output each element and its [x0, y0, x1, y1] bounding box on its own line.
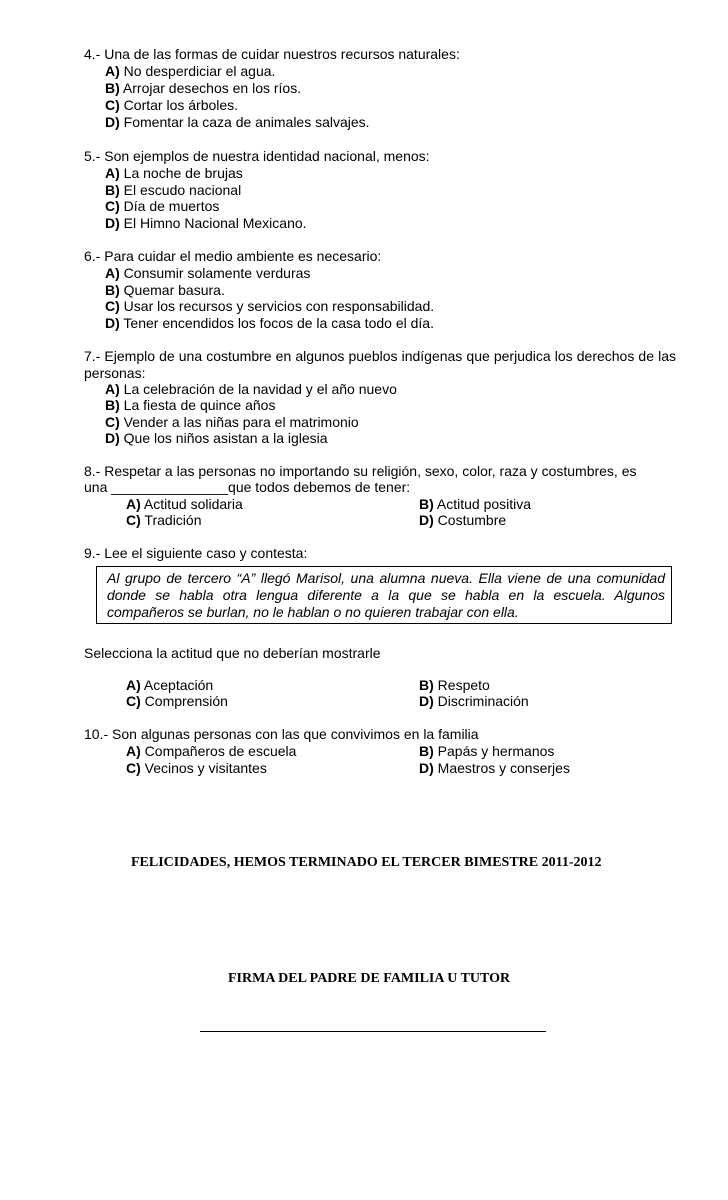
question-4-option-b: B) Arrojar desechos en los ríos.	[105, 80, 302, 96]
question-8-option-d: D) Costumbre	[419, 512, 507, 528]
question-10-stem: 10.- Son algunas personas con las que convivimos en la familia	[84, 726, 479, 742]
case-text-box: Al grupo de tercero “A” llegó Marisol, una alumna nueva. Ella viene de una comunidad donde se habla otra lengua diferente a la que se habla en la escuela. Algunos compañeros se burlan, no le hablan o no quieren trabajar con ella.	[96, 566, 672, 624]
question-9-prompt: Selecciona la actitud que no deberían mostrarle	[84, 645, 381, 661]
question-6-stem: 6.- Para cuidar el medio ambiente es necesario:	[84, 248, 382, 264]
question-9-option-c: C) Comprensión	[126, 693, 228, 709]
question-8-option-b: B) Actitud positiva	[419, 496, 532, 512]
question-9-option-a: A) Aceptación	[126, 677, 214, 693]
signature-label: FIRMA DEL PADRE DE FAMILIA U TUTOR	[228, 971, 511, 986]
question-7-option-c: C) Vender a las niñas para el matrimonio	[105, 414, 359, 430]
question-4-option-d: D) Fomentar la caza de animales salvajes.	[105, 114, 370, 130]
question-7-option-b: B) La fiesta de quince años	[105, 397, 276, 413]
question-5-option-d: D) El Himno Nacional Mexicano.	[105, 215, 307, 231]
question-7-option-d: D) Que los niños asistan a la iglesia	[105, 430, 328, 446]
question-6-option-a: A) Consumir solamente verduras	[105, 265, 311, 281]
question-6-option-b: B) Quemar basura.	[105, 282, 225, 298]
question-9-option-b: B) Respeto	[419, 677, 490, 693]
question-5-stem: 5.- Son ejemplos de nuestra identidad nacional, menos:	[84, 148, 430, 164]
question-4-option-c: C) Cortar los árboles.	[105, 97, 239, 113]
signature-line	[200, 1031, 546, 1032]
question-9-option-d: D) Discriminación	[419, 693, 529, 709]
question-10-option-d: D) Maestros y conserjes	[419, 760, 570, 776]
question-7-stem: 7.- Ejemplo de una costumbre en algunos pueblos indígenas que perjudica los derechos de las personas:	[84, 348, 676, 381]
question-6-option-d: D) Tener encendidos los focos de la casa todo el día.	[105, 315, 434, 331]
question-4-option-a: A) No desperdiciar el agua.	[105, 63, 276, 79]
question-10-option-c: C) Vecinos y visitantes	[126, 760, 267, 776]
question-9-stem: 9.- Lee el siguiente caso y contesta:	[84, 545, 308, 561]
question-8-option-c: C) Tradición	[126, 512, 202, 528]
question-5-option-a: A) La noche de brujas	[105, 165, 243, 181]
question-8-option-a: A) Actitud solidaria	[126, 496, 243, 512]
question-8-stem-line2: una _______________que todos debemos de tener:	[84, 479, 411, 495]
closing-message: FELICIDADES, HEMOS TERMINADO EL TERCER BIMESTRE 2011-2012	[131, 855, 602, 870]
question-4-stem: 4.- Una de las formas de cuidar nuestros recursos naturales:	[84, 46, 460, 62]
question-8-stem-line1: 8.- Respetar a las personas no importando su religión, sexo, color, raza y costumbres, es	[84, 463, 637, 479]
question-5-option-b: B) El escudo nacional	[105, 182, 242, 198]
question-6-option-c: C) Usar los recursos y servicios con responsabilidad.	[105, 298, 435, 314]
question-7-option-a: A) La celebración de la navidad y el año nuevo	[105, 381, 397, 397]
question-10-option-a: A) Compañeros de escuela	[126, 743, 297, 759]
question-10-option-b: B) Papás y hermanos	[419, 743, 555, 759]
question-5-option-c: C) Día de muertos	[105, 198, 220, 214]
